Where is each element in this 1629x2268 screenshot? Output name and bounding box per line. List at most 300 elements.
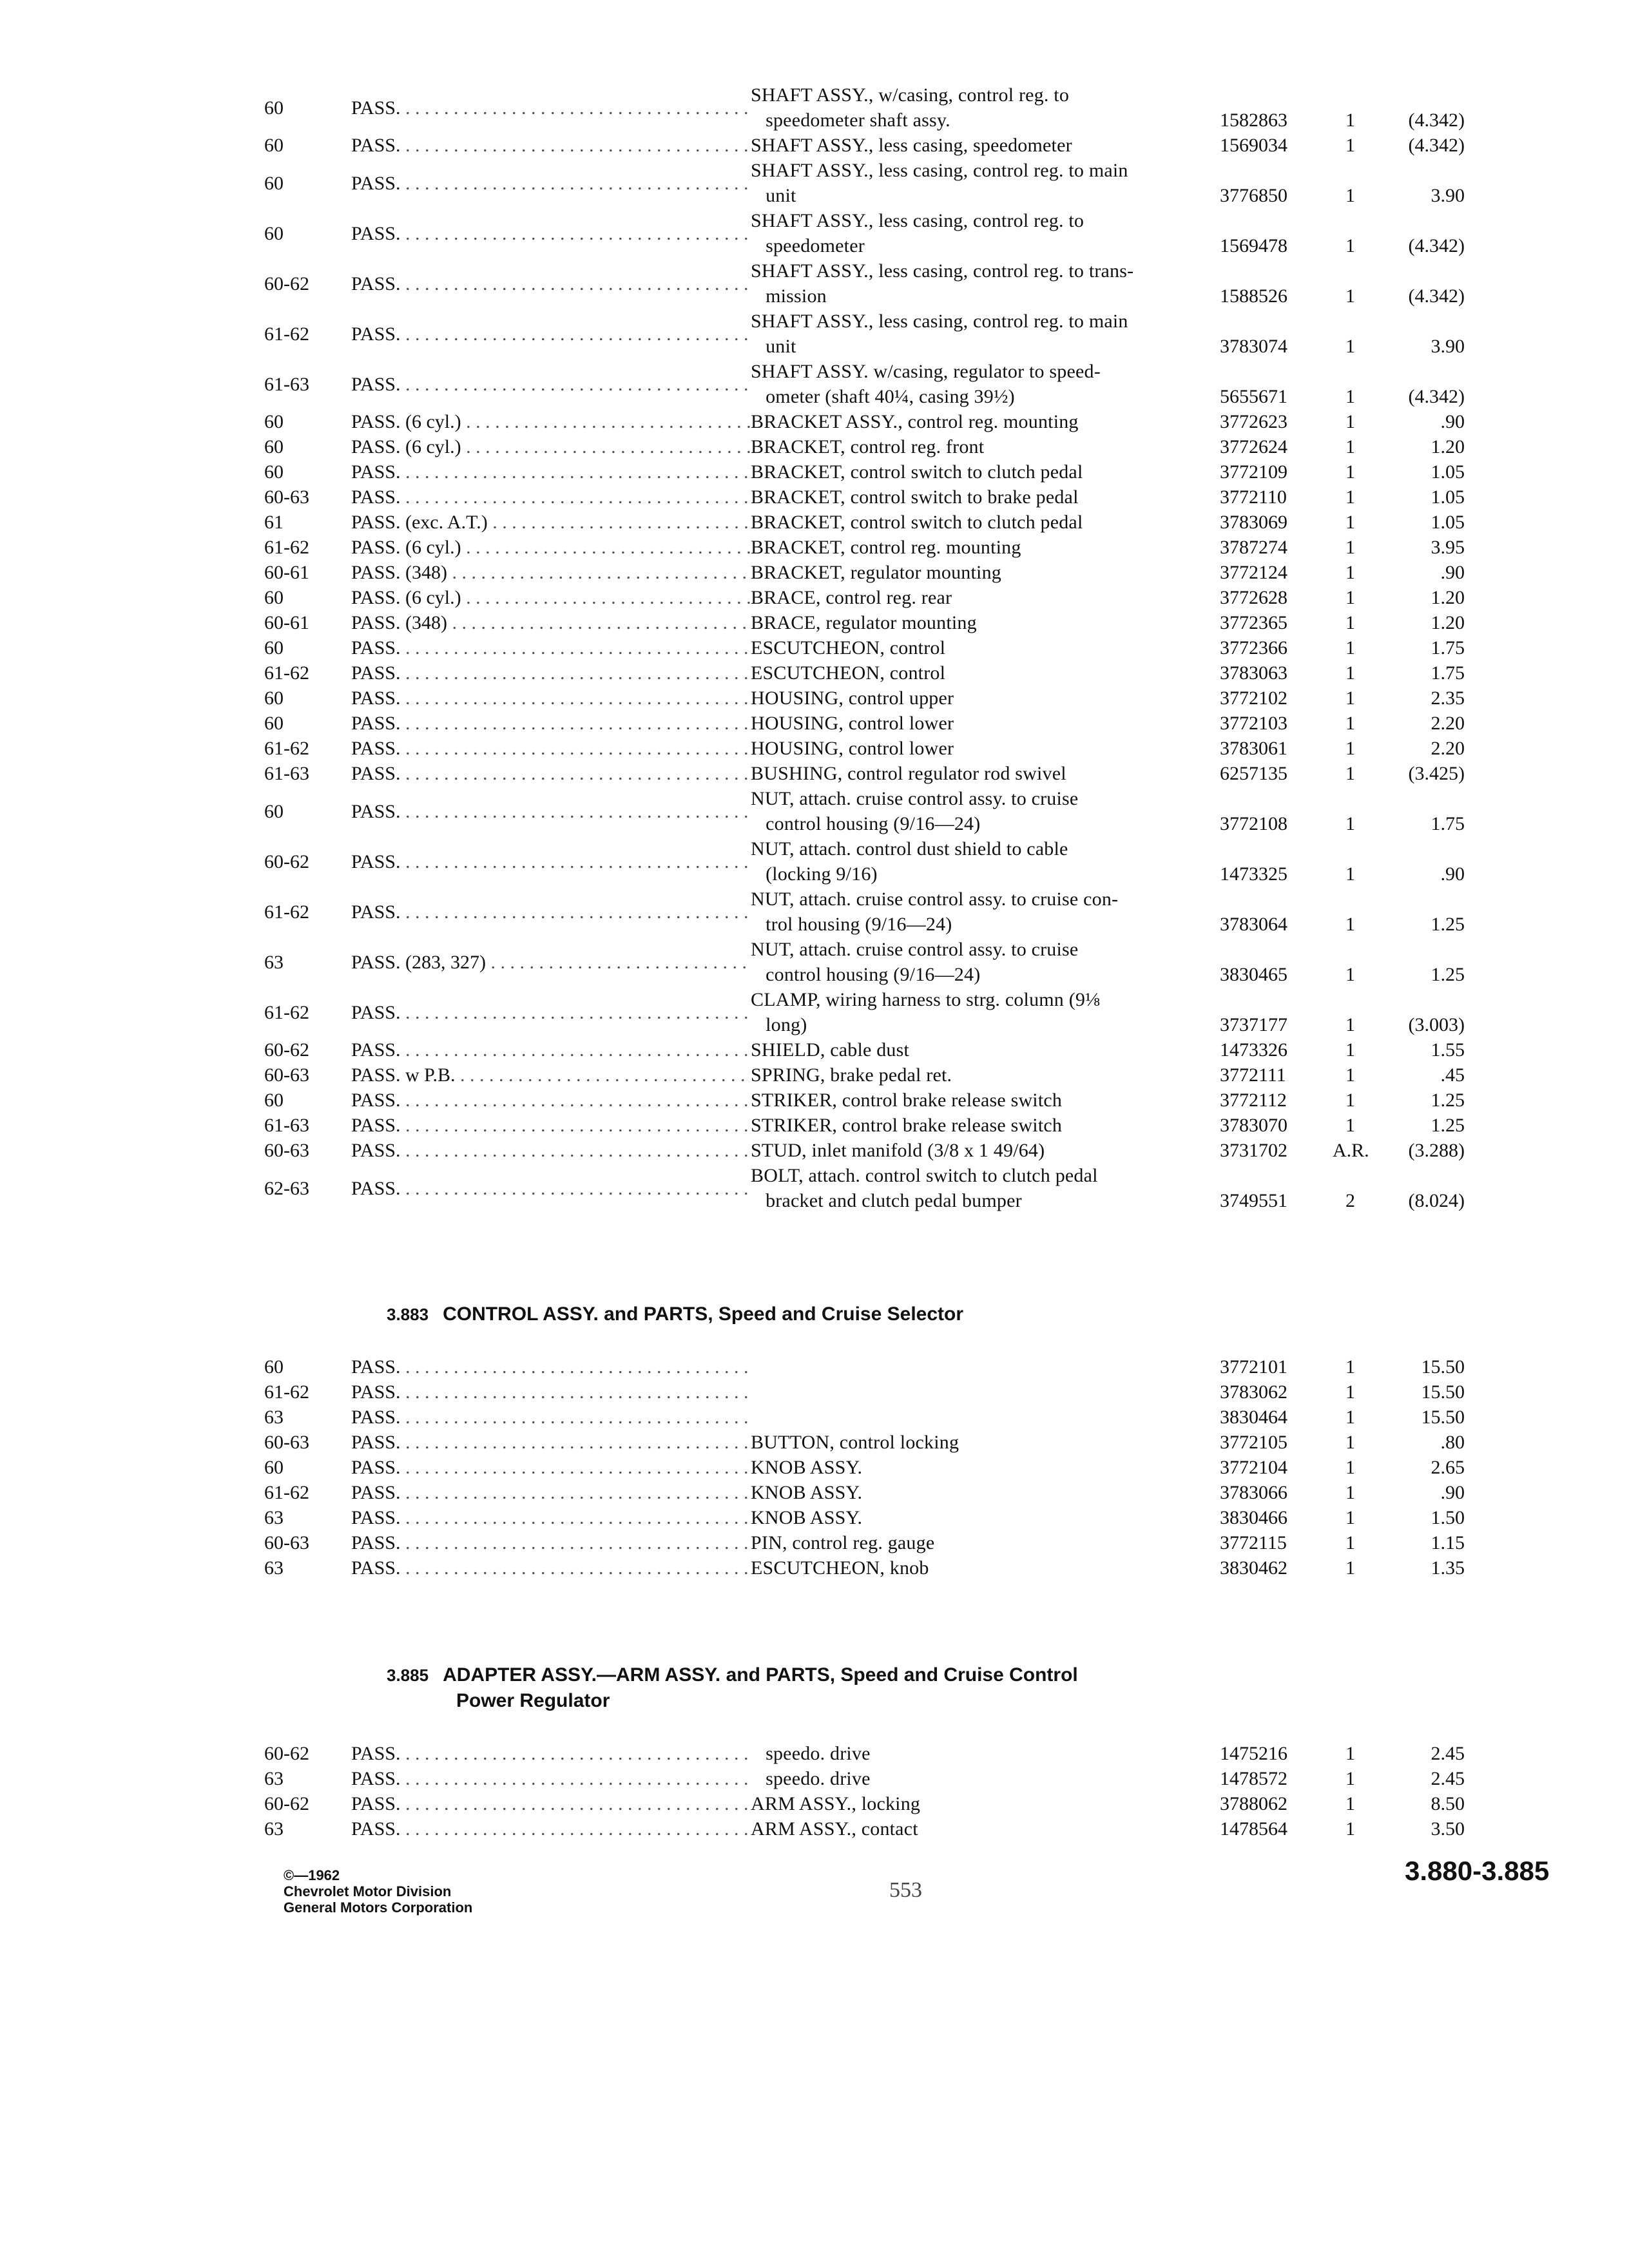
year-cell: 60-62 [264, 1039, 309, 1061]
leader-dots [400, 738, 751, 759]
year-cell: 61-62 [264, 1001, 309, 1023]
quantity-cell: 1 [1345, 612, 1355, 633]
leader-dots [461, 537, 751, 558]
description-cell: STUD, inlet manifold (3/8 x 1 49/64) [751, 1140, 1045, 1161]
quantity-cell: 1 [1345, 562, 1355, 583]
description-cell: SHAFT ASSY. w/casing, regulator to speed- ometer (shaft 40¼, casing 39½) [751, 361, 1101, 407]
model-cell: PASS. . . . [351, 221, 751, 246]
part-row [264, 208, 1489, 258]
quantity-cell: 1 [1345, 235, 1355, 256]
leader-dots [400, 662, 751, 684]
part-row [264, 434, 1489, 459]
year-cell: 63 [264, 951, 284, 973]
part-row [264, 1455, 1489, 1480]
quantity-cell: 1 [1345, 1743, 1355, 1764]
part-number-cell: 3783066 [1220, 1482, 1287, 1503]
description-cell: BRACKET, regulator mounting [751, 562, 1001, 583]
quantity-cell: 2 [1345, 1190, 1355, 1211]
year-cell: 60-62 [264, 1743, 309, 1764]
price-cell: .90 [1440, 411, 1465, 432]
description-cell: BRACKET, control switch to clutch pedal [751, 512, 1083, 533]
price-cell: .90 [1440, 1482, 1465, 1503]
model-cell: PASS. . . . [351, 899, 751, 925]
leader-dots [400, 1768, 751, 1789]
parts-list [264, 1354, 1489, 1581]
leader-dots [400, 1115, 751, 1136]
quantity-cell: 1 [1345, 1115, 1355, 1136]
model-cell: PASS. (348) . . . [351, 560, 751, 585]
quantity-cell: 1 [1345, 1039, 1355, 1061]
part-number-cell: 1588526 [1220, 285, 1287, 307]
price-cell: 1.50 [1431, 1507, 1465, 1528]
quantity-cell: 1 [1345, 587, 1355, 608]
quantity-cell: 1 [1345, 386, 1355, 407]
model-cell: PASS. . . . [351, 1480, 751, 1505]
leader-dots [400, 637, 751, 658]
price-cell: 15.50 [1421, 1356, 1465, 1378]
part-number-cell: 3772366 [1220, 637, 1287, 658]
year-cell: 60-63 [264, 1140, 309, 1161]
part-row [264, 409, 1489, 434]
description-cell: NUT, attach. cruise control assy. to cruise control housing (9/16—24) [751, 939, 1079, 985]
model-cell: PASS. (exc. A.T.) . . . [351, 510, 751, 535]
quantity-cell: 1 [1345, 461, 1355, 483]
leader-dots [486, 952, 751, 973]
model-cell: PASS. . . . [351, 1176, 751, 1201]
description-cell: KNOB ASSY. [751, 1457, 863, 1478]
year-cell: 63 [264, 1407, 284, 1428]
model-cell: PASS. (6 cyl.) . . . [351, 535, 751, 560]
part-row [264, 686, 1489, 711]
description-cell: SHAFT ASSY., less casing, control reg. to main unit [751, 160, 1128, 206]
model-cell: PASS. . . . [351, 736, 751, 761]
quantity-cell: 1 [1345, 1482, 1355, 1503]
part-number-cell: 3772624 [1220, 436, 1287, 457]
price-cell: 2.35 [1431, 687, 1465, 709]
part-number-cell: 3772111 [1220, 1064, 1286, 1086]
quantity-cell: 1 [1345, 110, 1355, 131]
quantity-cell: 1 [1345, 1407, 1355, 1428]
leader-dots [400, 1507, 751, 1528]
year-cell: 60-63 [264, 1432, 309, 1453]
part-row [264, 711, 1489, 736]
model-cell: PASS. w P.B. . . . [351, 1062, 751, 1088]
price-cell: 2.45 [1431, 1743, 1465, 1764]
parts-list [264, 1741, 1489, 1841]
part-row [264, 1113, 1489, 1138]
price-cell: .45 [1440, 1064, 1465, 1086]
leader-dots [400, 1457, 751, 1478]
model-cell: PASS. . . . [351, 799, 751, 824]
model-cell: PASS. . . . [351, 1088, 751, 1113]
part-number-cell: 3772623 [1220, 411, 1287, 432]
price-cell: (3.425) [1408, 763, 1465, 784]
year-cell: 62-63 [264, 1177, 309, 1199]
year-cell: 60 [264, 97, 284, 119]
price-cell: 1.15 [1431, 1532, 1465, 1553]
description-cell: SHAFT ASSY., w/casing, control reg. to speedometer shaft assy. [751, 84, 1070, 131]
section-heading [387, 1662, 1489, 1714]
year-cell: 61-63 [264, 763, 309, 784]
description-cell: BRACE, regulator mounting [751, 612, 977, 633]
part-number-cell: 3788062 [1220, 1793, 1287, 1814]
model-cell: PASS. . . . [351, 372, 751, 397]
model-cell: PASS. . . . [351, 1766, 751, 1791]
section-number: 3.883 [387, 1305, 429, 1324]
year-cell: 60-62 [264, 850, 309, 872]
price-cell: 1.25 [1431, 964, 1465, 985]
model-cell: PASS. . . . [351, 686, 751, 711]
quantity-cell: 1 [1345, 713, 1355, 734]
model-cell: PASS. . . . [351, 322, 751, 347]
price-cell: 1.25 [1431, 914, 1465, 935]
part-row [264, 1555, 1489, 1581]
part-number-cell: 5655671 [1220, 386, 1287, 407]
description-cell: SHAFT ASSY., less casing, control reg. to trans- mission [751, 260, 1134, 307]
description-cell: SHAFT ASSY., less casing, control reg. to speedometer [751, 210, 1084, 256]
model-cell: PASS. . . . [351, 1354, 751, 1379]
part-number-cell: 3787274 [1220, 537, 1287, 558]
quantity-cell: 1 [1345, 914, 1355, 935]
leader-dots [400, 763, 751, 784]
price-cell: 1.20 [1431, 436, 1465, 457]
model-cell: PASS. . . . [351, 1138, 751, 1163]
part-row [264, 761, 1489, 786]
part-number-cell: 3772102 [1220, 687, 1287, 709]
quantity-cell: 1 [1345, 411, 1355, 432]
quantity-cell: 1 [1345, 512, 1355, 533]
description-cell: ESCUTCHEON, control [751, 662, 946, 684]
price-cell: 15.50 [1421, 1407, 1465, 1428]
description-cell: BOLT, attach. control switch to clutch pedal bracket and clutch pedal bumper [751, 1165, 1098, 1211]
price-cell: .90 [1440, 562, 1465, 583]
model-cell: PASS. . . . [351, 1791, 751, 1816]
section-shaft-parts [264, 82, 1489, 1213]
price-cell: 3.90 [1431, 336, 1465, 357]
year-cell: 60 [264, 587, 284, 608]
model-cell: PASS. . . . [351, 1113, 751, 1138]
description-cell: STRIKER, control brake release switch [751, 1090, 1063, 1111]
year-cell: 60 [264, 800, 284, 822]
price-cell: (4.342) [1408, 135, 1465, 156]
price-cell: 2.65 [1431, 1457, 1465, 1478]
price-cell: 2.20 [1431, 738, 1465, 759]
part-number-cell: 3783061 [1220, 738, 1287, 759]
part-number-cell: 3731702 [1220, 1140, 1287, 1161]
part-number-cell: 1478572 [1220, 1768, 1287, 1789]
year-cell: 60 [264, 1090, 284, 1111]
leader-dots [400, 801, 751, 822]
price-cell: 1.25 [1431, 1115, 1465, 1136]
part-number-cell: 1478564 [1220, 1818, 1287, 1840]
part-number-cell: 3772103 [1220, 713, 1287, 734]
model-cell: PASS. . . . [351, 1530, 751, 1555]
description-cell: BUTTON, control locking [751, 1432, 959, 1453]
leader-dots [400, 323, 751, 345]
model-cell: PASS. (348) . . . [351, 610, 751, 635]
description-cell: BRACKET ASSY., control reg. mounting [751, 411, 1079, 432]
description-cell: BRACKET, control switch to clutch pedal [751, 461, 1083, 483]
leader-dots [400, 273, 751, 294]
year-cell: 61-62 [264, 901, 309, 923]
description-cell: ARM ASSY., contact [751, 1818, 918, 1840]
part-number-cell: 3772365 [1220, 612, 1287, 633]
model-cell: PASS. (6 cyl.) . . . [351, 434, 751, 459]
copyright-line: ©—1962 [284, 1867, 340, 1883]
year-cell: 60-62 [264, 1793, 309, 1814]
price-cell: 2.45 [1431, 1768, 1465, 1789]
part-number-cell: 1582863 [1220, 110, 1287, 131]
model-cell: PASS. . . . [351, 1379, 751, 1405]
price-cell: (8.024) [1408, 1190, 1465, 1211]
part-row [264, 1088, 1489, 1113]
part-row [264, 635, 1489, 660]
model-cell: PASS. . . . [351, 271, 751, 296]
price-cell: (4.342) [1408, 110, 1465, 131]
model-cell: PASS. . . . [351, 1505, 751, 1530]
price-cell: 1.55 [1431, 1039, 1465, 1061]
model-cell: PASS. (6 cyl.) . . . [351, 585, 751, 610]
year-cell: 61-62 [264, 662, 309, 684]
quantity-cell: 1 [1345, 436, 1355, 457]
part-row [264, 1430, 1489, 1455]
quantity-cell: 1 [1345, 964, 1355, 985]
year-cell: 60 [264, 461, 284, 483]
leader-dots [400, 713, 751, 734]
quantity-cell: 1 [1345, 1457, 1355, 1478]
description-cell: HOUSING, control lower [751, 738, 954, 759]
part-row [264, 1405, 1489, 1430]
part-row [264, 1354, 1489, 1379]
leader-dots [447, 612, 751, 633]
price-cell: 15.50 [1421, 1381, 1465, 1403]
leader-dots [400, 1140, 751, 1161]
part-number-cell: 3830465 [1220, 964, 1287, 985]
model-cell: PASS. . . . [351, 711, 751, 736]
year-cell: 60 [264, 172, 284, 194]
price-cell: 8.50 [1431, 1793, 1465, 1814]
leader-dots [400, 374, 751, 395]
model-cell: PASS. . . . [351, 485, 751, 510]
leader-dots [400, 1039, 751, 1061]
leader-dots [488, 512, 751, 533]
part-number-cell: 1475216 [1220, 1743, 1287, 1764]
year-cell: 60-62 [264, 273, 309, 294]
section-title: CONTROL ASSY. and PARTS, Speed and Cruise Selector [443, 1303, 964, 1325]
quantity-cell: 1 [1345, 1557, 1355, 1579]
quantity-cell: 1 [1345, 1090, 1355, 1111]
part-row [264, 1816, 1489, 1841]
part-row [264, 1480, 1489, 1505]
model-cell: PASS. . . . [351, 635, 751, 660]
description-cell: ESCUTCHEON, knob [751, 1557, 929, 1579]
model-cell: PASS. . . . [351, 1455, 751, 1480]
description-cell: BRACKET, control reg. mounting [751, 537, 1021, 558]
description-cell: STRIKER, control brake release switch [751, 1115, 1063, 1136]
leader-dots [400, 486, 751, 508]
part-number-cell: 6257135 [1220, 763, 1287, 784]
year-cell: 60-63 [264, 486, 309, 508]
part-number-cell: 3772115 [1220, 1532, 1287, 1553]
model-cell: PASS. . . . [351, 133, 751, 158]
description-cell: SHIELD, cable dust [751, 1039, 910, 1061]
part-row [264, 887, 1489, 937]
part-row [264, 1530, 1489, 1555]
model-cell: PASS. . . . [351, 1430, 751, 1455]
quantity-cell: 1 [1345, 662, 1355, 684]
model-cell: PASS. . . . [351, 459, 751, 485]
quantity-cell: A.R. [1333, 1140, 1369, 1161]
part-row [264, 258, 1489, 309]
part-row [264, 1163, 1489, 1213]
year-cell: 60-61 [264, 612, 309, 633]
model-cell: PASS. . . . [351, 1037, 751, 1062]
leader-dots [447, 562, 751, 583]
part-number-cell: 3783070 [1220, 1115, 1287, 1136]
model-cell: PASS. (283, 327) . . . [351, 950, 751, 975]
description-cell: BRACKET, control switch to brake pedal [751, 486, 1079, 508]
part-number-cell: 3772101 [1220, 1356, 1287, 1378]
part-number-cell: 3772104 [1220, 1457, 1287, 1478]
part-row [264, 459, 1489, 485]
leader-dots [400, 1482, 751, 1503]
leader-dots [461, 587, 751, 608]
quantity-cell: 1 [1345, 537, 1355, 558]
part-number-cell: 1569034 [1220, 135, 1287, 156]
leader-dots [400, 901, 751, 923]
quantity-cell: 1 [1345, 1064, 1355, 1086]
part-row [264, 987, 1489, 1037]
year-cell: 60 [264, 1457, 284, 1478]
publisher-credit [284, 1867, 472, 1916]
quantity-cell: 1 [1345, 135, 1355, 156]
quantity-cell: 1 [1345, 1768, 1355, 1789]
description-cell: NUT, attach. cruise control assy. to cruise control housing (9/16—24) [751, 788, 1079, 834]
part-row [264, 535, 1489, 560]
price-cell: 1.20 [1431, 612, 1465, 633]
quantity-cell: 1 [1345, 336, 1355, 357]
price-cell: .90 [1440, 863, 1465, 885]
year-cell: 61-62 [264, 738, 309, 759]
year-cell: 60 [264, 713, 284, 734]
year-cell: 60 [264, 135, 284, 156]
section-subtitle: Power Regulator [456, 1690, 610, 1711]
quantity-cell: 1 [1345, 1381, 1355, 1403]
leader-dots [400, 1557, 751, 1579]
year-cell: 60 [264, 411, 284, 432]
description-cell: SPRING, brake pedal ret. [751, 1064, 952, 1086]
description-cell: CLAMP, wiring harness to strg. column (9⅛ long) [751, 989, 1100, 1035]
price-cell: 1.20 [1431, 587, 1465, 608]
part-number-cell: 3783074 [1220, 336, 1287, 357]
page-number: 553 [889, 1878, 922, 1902]
section-number: 3.885 [387, 1666, 429, 1685]
description-cell: SHAFT ASSY., less casing, speedometer [751, 135, 1072, 156]
division-line: Chevrolet Motor Division [284, 1883, 452, 1899]
description-cell: BRACE, control reg. rear [751, 587, 952, 608]
leader-dots [400, 1002, 751, 1023]
section-title: ADAPTER ASSY.—ARM ASSY. and PARTS, Speed and Cruise Control [443, 1664, 1078, 1686]
part-row [264, 359, 1489, 409]
year-cell: 60-61 [264, 562, 309, 583]
price-cell: (4.342) [1408, 386, 1465, 407]
description-cell: BRACKET, control reg. front [751, 436, 985, 457]
part-row [264, 309, 1489, 359]
price-cell: 3.90 [1431, 185, 1465, 206]
model-cell: PASS. . . . [351, 1816, 751, 1841]
part-number-cell: 1569478 [1220, 235, 1287, 256]
leader-dots [400, 1432, 751, 1453]
part-row [264, 1766, 1489, 1791]
quantity-cell: 1 [1345, 738, 1355, 759]
model-cell: PASS. . . . [351, 660, 751, 686]
year-cell: 61-62 [264, 323, 309, 345]
part-row [264, 1379, 1489, 1405]
part-number-cell: 3830466 [1220, 1507, 1287, 1528]
model-cell: PASS. . . . [351, 1000, 751, 1025]
part-row [264, 585, 1489, 610]
year-cell: 61 [264, 512, 284, 533]
quantity-cell: 1 [1345, 486, 1355, 508]
year-cell: 60-63 [264, 1532, 309, 1553]
price-cell: (4.342) [1408, 235, 1465, 256]
part-number-cell: 3772109 [1220, 461, 1287, 483]
part-number-cell: 3737177 [1220, 1014, 1287, 1035]
year-cell: 63 [264, 1768, 284, 1789]
description-cell: SHAFT ASSY., less casing, control reg. to main unit [751, 311, 1128, 357]
quantity-cell: 1 [1345, 687, 1355, 709]
year-cell: 63 [264, 1557, 284, 1579]
price-cell: (4.342) [1408, 285, 1465, 307]
leader-dots [461, 411, 751, 432]
parts-list [264, 82, 1489, 1213]
price-cell: 1.05 [1431, 461, 1465, 483]
part-number-cell: 3776850 [1220, 185, 1287, 206]
year-cell: 60 [264, 637, 284, 658]
part-number-cell: 3772108 [1220, 813, 1287, 834]
quantity-cell: 1 [1345, 1818, 1355, 1840]
leader-dots [456, 1064, 751, 1086]
quantity-cell: 1 [1345, 285, 1355, 307]
price-cell: 1.75 [1431, 637, 1465, 658]
price-cell: 1.05 [1431, 486, 1465, 508]
price-cell: 3.95 [1431, 537, 1465, 558]
part-row [264, 158, 1489, 208]
quantity-cell: 1 [1345, 1014, 1355, 1035]
model-cell: PASS. . . . [351, 1555, 751, 1581]
year-cell: 60 [264, 222, 284, 244]
year-cell: 60-63 [264, 1064, 309, 1086]
section-heading [387, 1302, 1489, 1327]
description-cell: HOUSING, control upper [751, 687, 954, 709]
model-cell: PASS. (6 cyl.) . . . [351, 409, 751, 434]
leader-dots [400, 1090, 751, 1111]
price-cell: 1.25 [1431, 1090, 1465, 1111]
model-cell: PASS. . . . [351, 95, 751, 120]
model-cell: PASS. . . . [351, 761, 751, 786]
part-row [264, 1138, 1489, 1163]
part-number-cell: 3772124 [1220, 562, 1287, 583]
model-cell: PASS. . . . [351, 849, 751, 874]
part-number-cell: 3772110 [1220, 486, 1287, 508]
description-cell: ARM ASSY., locking [751, 1793, 921, 1814]
price-cell: 3.50 [1431, 1818, 1465, 1840]
part-row [264, 1741, 1489, 1766]
part-number-cell: 3830462 [1220, 1557, 1287, 1579]
part-row [264, 133, 1489, 158]
leader-dots [400, 135, 751, 156]
model-cell: PASS. . . . [351, 1741, 751, 1766]
